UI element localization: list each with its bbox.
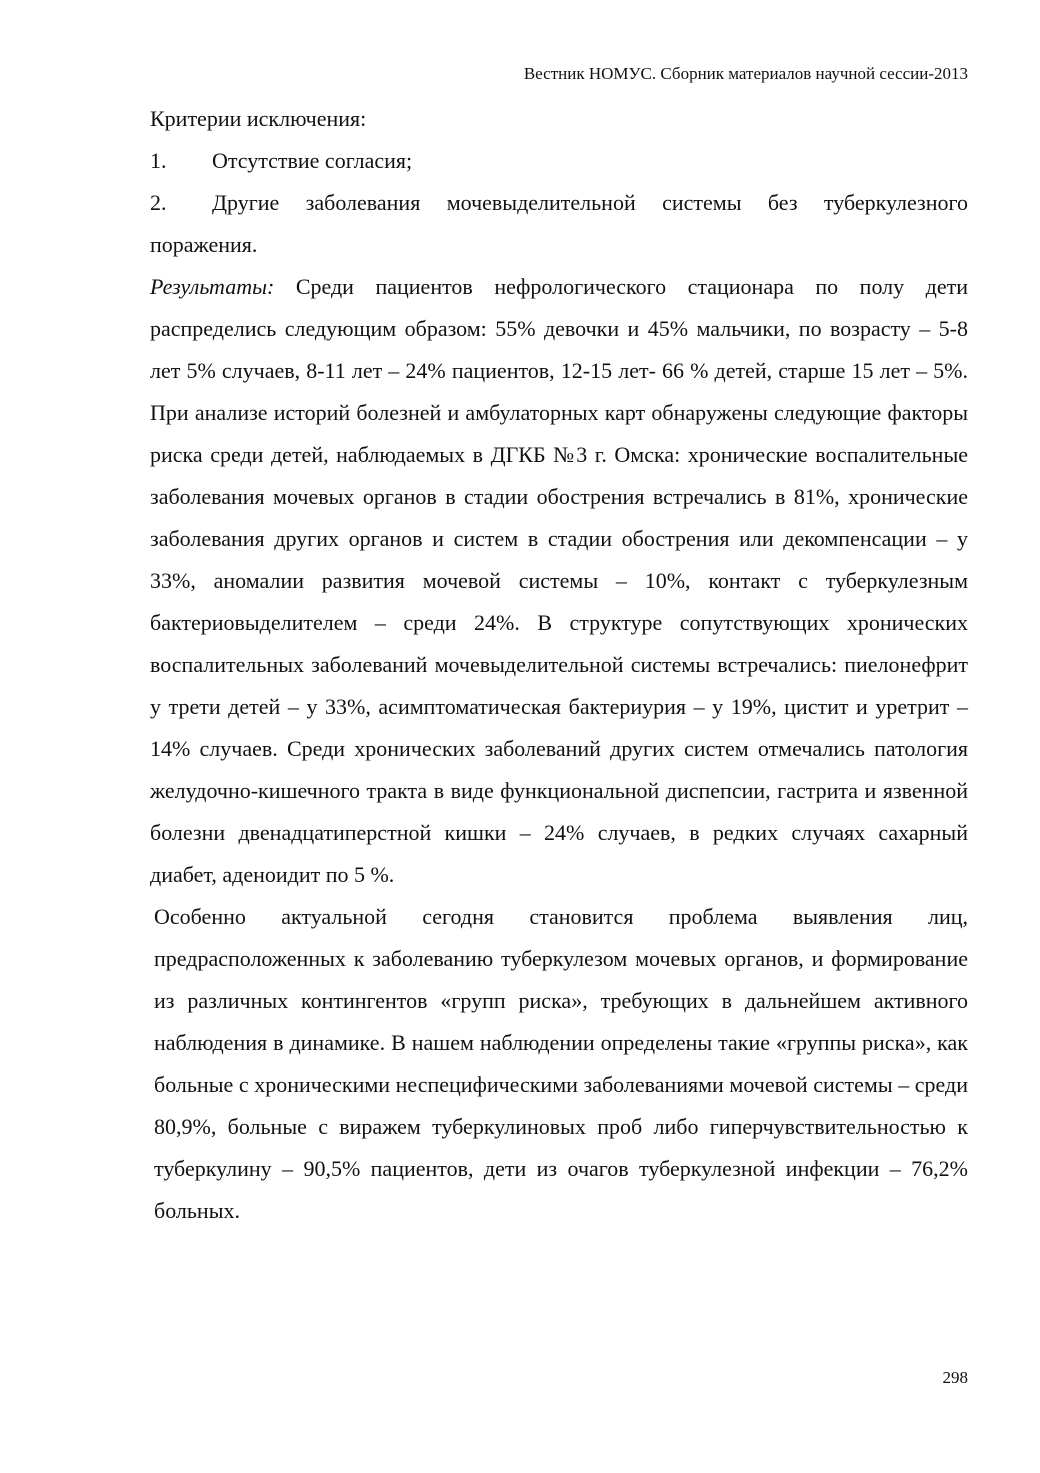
criteria-item-number: 2. — [150, 190, 167, 215]
criteria-heading: Критерии исключения: — [150, 106, 367, 131]
running-header: Вестник НОМУС. Сборник материалов научной сессии-2013 — [523, 64, 968, 83]
results-text: Среди пациентов нефрологического стационара по полу дети распределись следующим образом: 55% девочки и 45% мальчики, по возрасту – 5-8 лет 5% случаев, 8-11 лет – 24% пациентов, 12-15 лет- 66 % детей, старше 15 лет – 5%. При анализе историй болезней и амбулаторных карт обнаружены следующие факторы риска среди детей, наблюдаемых в ДГКБ №3 г. Омска: хронические воспалительные заболевания мочевых органов в стадии обострения встречались в 81%, хронические заболевания других органов и систем в стадии обострения или декомпенсации – у 33%, аномалии развития мочевой системы – 10%, контакт с туберкулезным бактериовыделителем – среди 24%. В структуре сопутствующих хронических воспалительных заболеваний мочевыделительной системы встречались: пиелонефрит у трети детей – у 33%, асимптоматическая бактериурия – у 19%, цистит и уретрит – 14% случаев. Среди хронических заболеваний других систем отмечались патология желудочно-кишечного тракта в виде функциональной диспепсии, гастрита и язвенной болезни двенадцатиперстной кишки – 24% случаев, в редких случаях сахарный диабет, аденоидит по 5 %. — [150, 274, 968, 887]
article-body — [150, 98, 968, 1232]
criteria-item-text: Другие заболевания мочевыделительной системы без туберкулезного поражения. — [150, 190, 968, 257]
risk-groups-paragraph: Особенно актуальной сегодня становится проблема выявления лиц, предрасположенных к заболеванию туберкулезом мочевых органов, и формирование из различных контингентов «групп риска», требующих в дальнейшем активного наблюдения в динамике. В нашем наблюдении определены такие «группы риска», как больные с хроническими неспецифическими заболеваниями мочевой системы – среди 80,9%, больные с виражем туберкулиновых проб либо гиперчувствительностью к туберкулину – 90,5% пациентов, дети из очагов туберкулезной инфекции – 76,2% больных. — [154, 904, 968, 1223]
criteria-item-2 — [150, 182, 968, 266]
criteria-item-number: 1. — [150, 148, 167, 173]
results-paragraph — [150, 266, 968, 896]
criteria-item-text: Отсутствие согласия; — [212, 148, 413, 173]
results-label: Результаты: — [150, 274, 275, 299]
page-number: 298 — [942, 1368, 968, 1387]
criteria-item-1 — [150, 140, 968, 182]
